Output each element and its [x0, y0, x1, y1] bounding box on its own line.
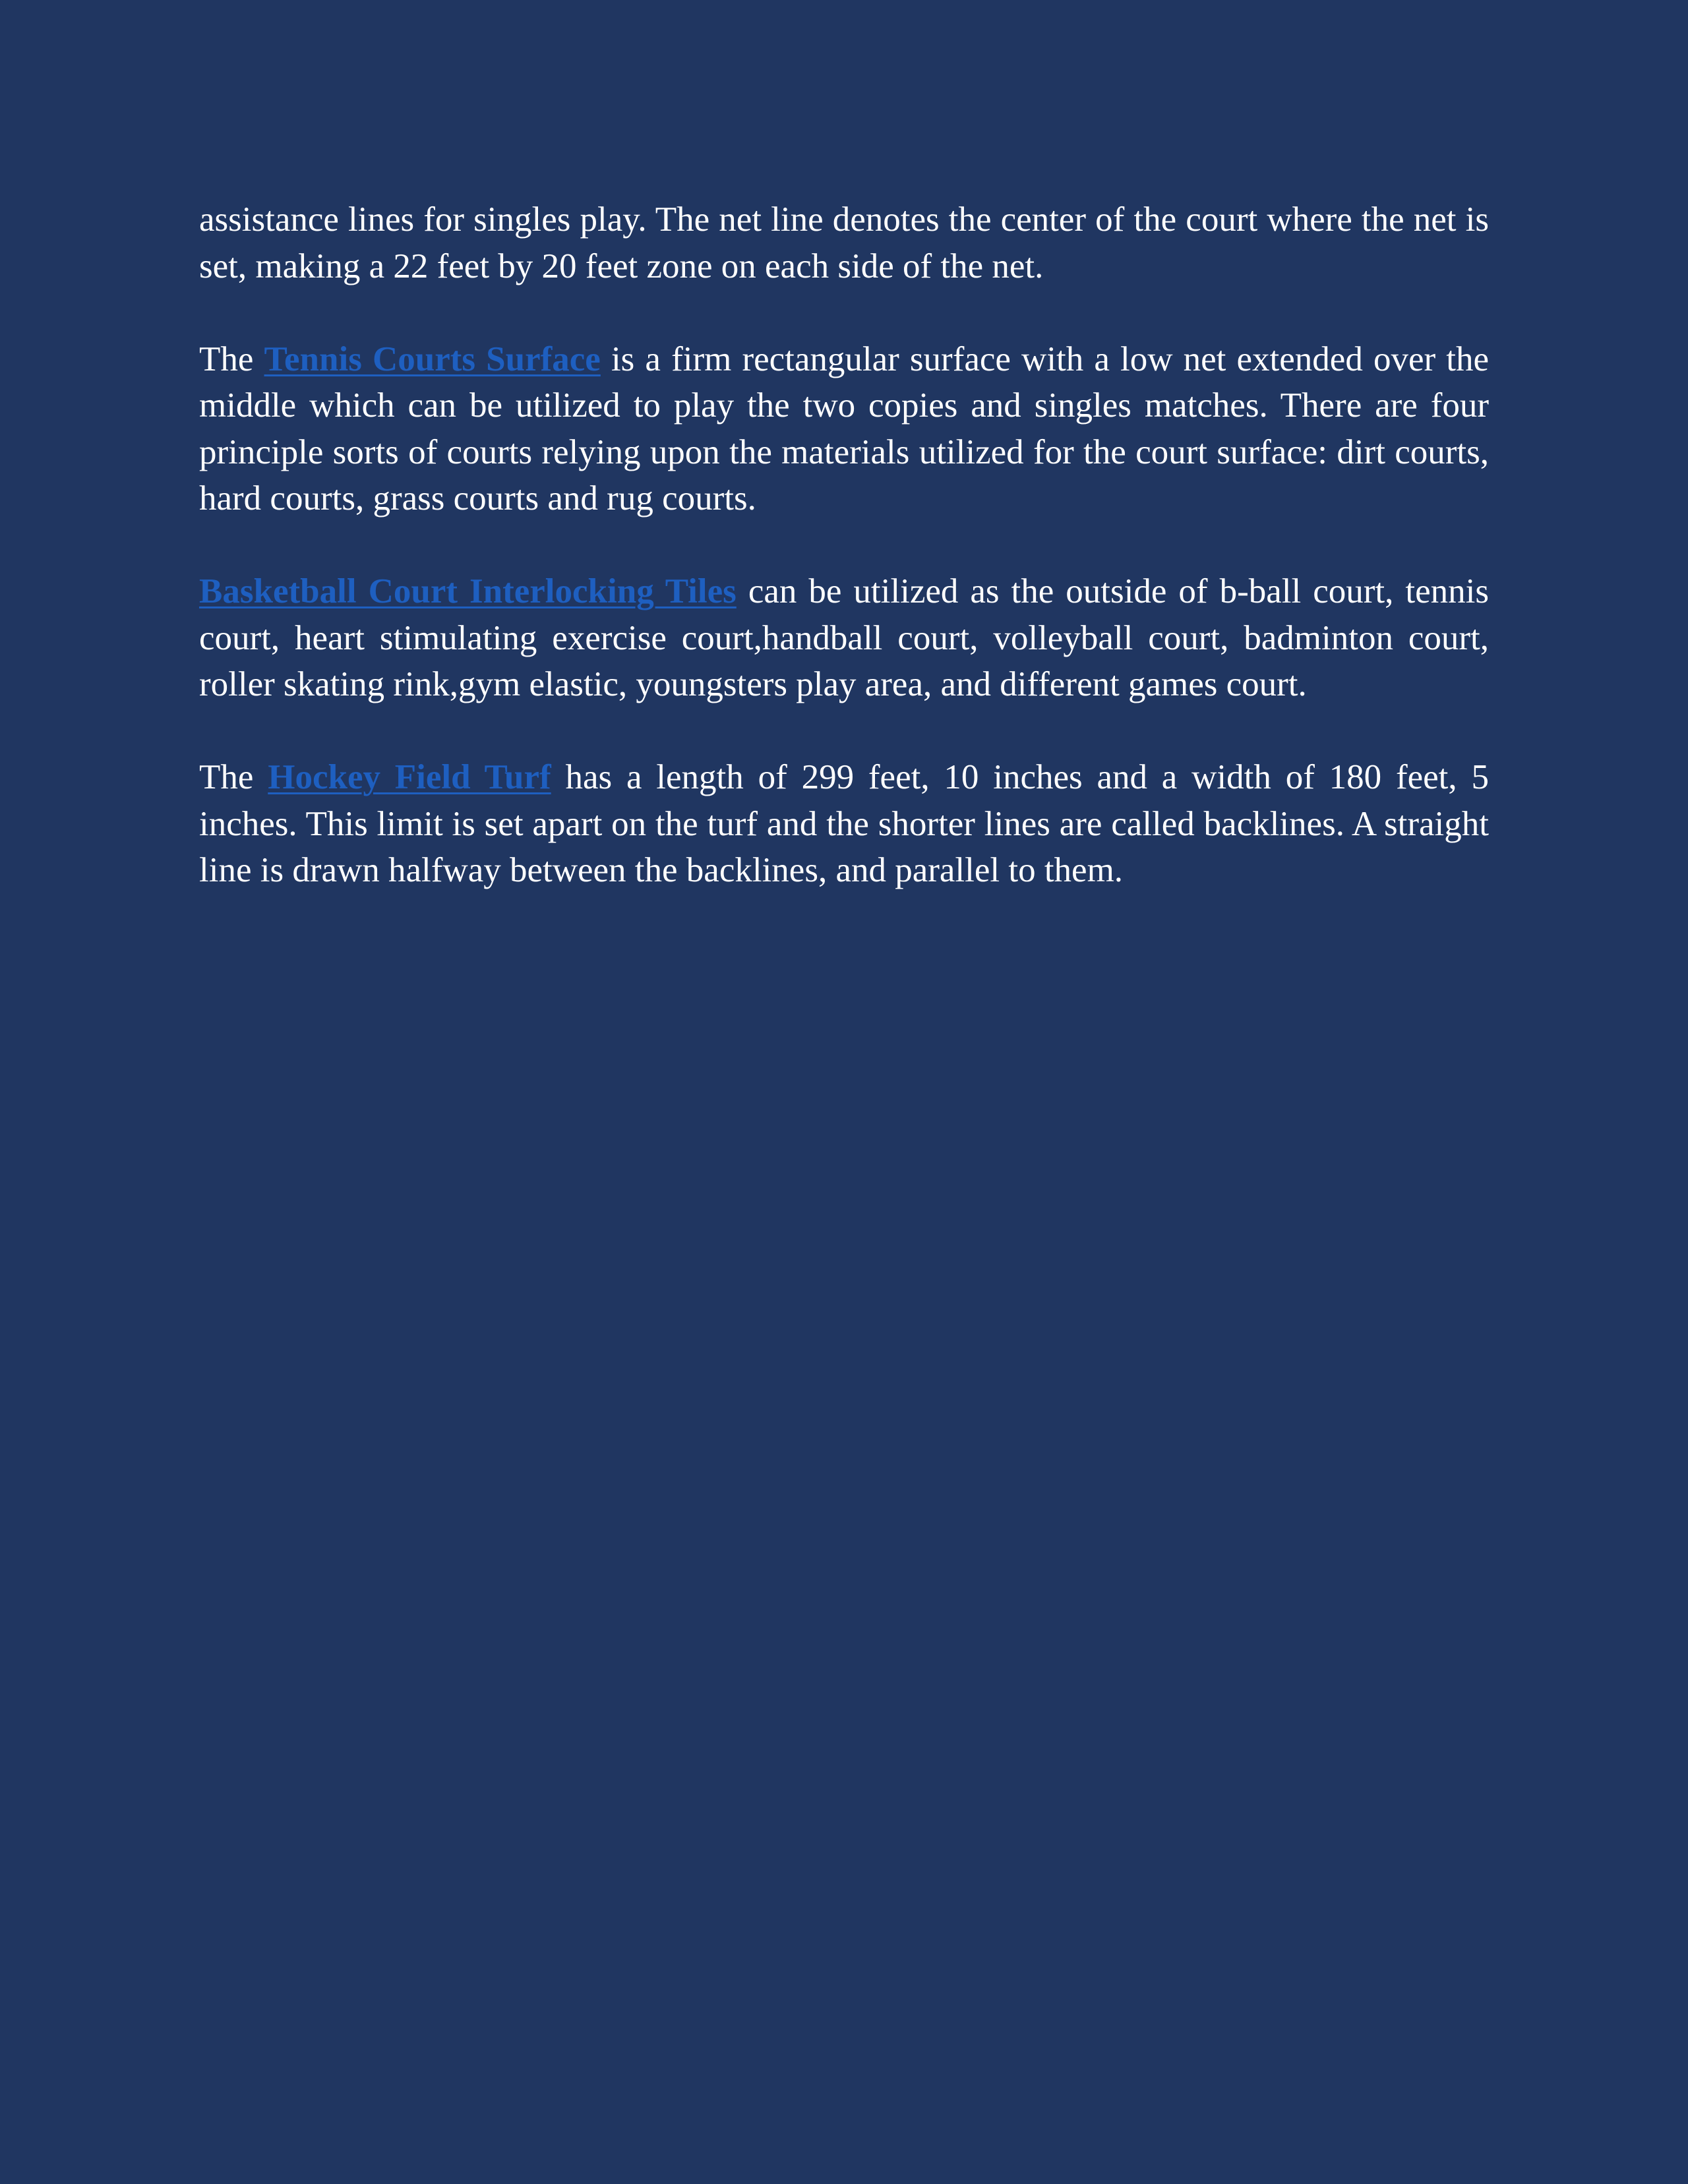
paragraph-basketball-tiles	[199, 568, 1489, 708]
hockey-field-turf-link[interactable]: Hockey Field Turf	[268, 758, 551, 796]
paragraph-text: can be utilized as the outside of b-ball court, tennis court, heart stimulating exercise court,handball court, volleyball court, badminton court, roller skating rink,gym elastic, youngsters play area, and different games court.	[199, 572, 1489, 703]
document-page	[199, 196, 1489, 894]
paragraph-text: has a length of 299 feet, 10 inches and a width of 180 feet, 5 inches. This limit is set apart on the turf and the shorter lines are called backlines. A straight line is drawn halfway between the backlines, and parallel to them.	[199, 758, 1489, 889]
tennis-courts-surface-link[interactable]: Tennis Courts Surface	[264, 339, 601, 378]
paragraph-hockey-turf	[199, 754, 1489, 894]
basketball-court-interlocking-tiles-link[interactable]: Basketball Court Interlocking Tiles	[199, 572, 737, 610]
paragraph-court-lines	[199, 196, 1489, 289]
paragraph-text: assistance lines for singles play. The net line denotes the center of the court where the net is set, making a 22 feet by 20 feet zone on each side of the net.	[199, 200, 1489, 285]
paragraph-text: The	[199, 758, 268, 796]
paragraph-text: is a firm rectangular surface with a low net extended over the middle which can be utilized to play the two copies and singles matches. There are four principle sorts of courts relying upon the materials utilized for the court surface: dirt courts, hard courts, grass courts and rug courts.	[199, 339, 1489, 517]
paragraph-tennis-courts	[199, 336, 1489, 522]
paragraph-text: The	[199, 339, 264, 378]
